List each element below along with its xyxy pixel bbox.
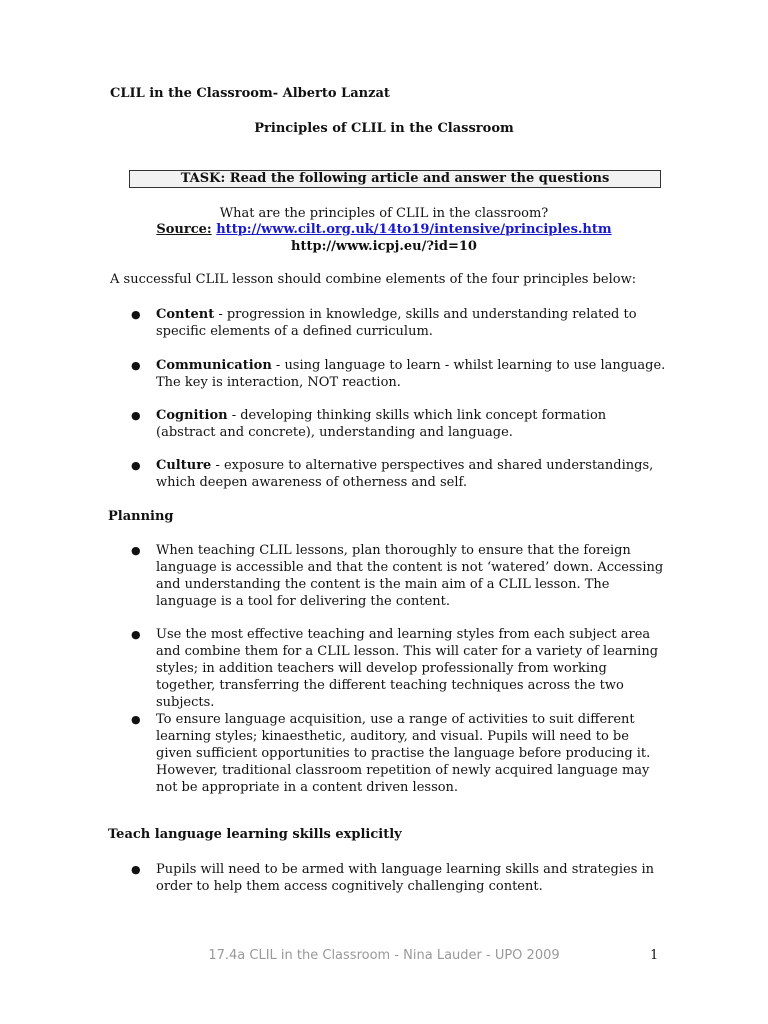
bullet-icon: ● (131, 409, 141, 422)
principle-text: - progression in knowledge, skills and understanding related to specific elements of a defined curriculum. (156, 307, 637, 339)
source-label: Source: (156, 222, 212, 237)
source-url-2: http://www.icpj.eu/?id=10 (291, 239, 477, 254)
bullet-icon: ● (131, 359, 141, 372)
list-item-skills-1 (131, 861, 666, 895)
list-item-content (131, 306, 666, 340)
list-item-planning-2 (131, 626, 666, 711)
principle-term: Culture (156, 458, 212, 473)
principle-term: Cognition (156, 408, 228, 423)
skills-heading: Teach language learning skills explicitly (108, 827, 402, 842)
list-item-cognition (131, 407, 666, 441)
document-title: CLIL in the Classroom- Alberto Lanzat (110, 86, 390, 101)
planning-text: To ensure language acquisition, use a range of activities to suit different learning styles; kinaesthetic, auditory, and visual. Pupils will need to be given sufficient opportunities to practise the language before producing it. However, traditional classroom repetition of newly acquired language may not be appropriate in a content driven lesson. (156, 712, 651, 795)
list-item-planning-3 (131, 711, 666, 796)
bullet-icon: ● (131, 628, 141, 641)
bullet-icon: ● (131, 308, 141, 321)
principle-text: - developing thinking skills which link concept formation (abstract and concrete), understanding and language. (156, 408, 607, 440)
page-number: 1 (650, 948, 659, 963)
list-item-communication (131, 357, 666, 391)
principle-text: - exposure to alternative perspectives and shared understandings, which deepen awareness of otherness and self. (156, 458, 654, 490)
task-question: What are the principles of CLIL in the classroom? (219, 206, 549, 221)
bullet-icon: ● (131, 863, 141, 876)
source-line (0, 222, 768, 237)
principle-text: - using language to learn - whilst learning to use language. The key is interaction, NOT reaction. (156, 358, 666, 390)
task-box: TASK: Read the following article and answer the questions (129, 170, 661, 188)
planning-heading: Planning (108, 509, 174, 524)
bullet-icon: ● (131, 459, 141, 472)
page-footer: 17.4a CLIL in the Classroom - Nina Lauder - UPO 2009 (208, 948, 560, 963)
source-link[interactable]: http://www.cilt.org.uk/14to19/intensive/principles.htm (216, 222, 612, 237)
principle-term: Communication (156, 358, 272, 373)
list-item-planning-1 (131, 542, 666, 610)
bullet-icon: ● (131, 544, 141, 557)
skills-text: Pupils will need to be armed with language learning skills and strategies in order to help them access cognitively challenging content. (156, 862, 655, 894)
bullet-icon: ● (131, 713, 141, 726)
principle-term: Content (156, 307, 215, 322)
planning-text: Use the most effective teaching and learning styles from each subject area and combine them for a CLIL lesson. This will cater for a variety of learning styles; in addition teachers will develop professionally from working together, transferring the different teaching techniques across the two subjects. (156, 627, 659, 710)
list-item-culture (131, 457, 666, 491)
intro-text: A successful CLIL lesson should combine elements of the four principles below: (110, 272, 637, 287)
document-subtitle: Principles of CLIL in the Classroom (254, 121, 514, 136)
planning-text: When teaching CLIL lessons, plan thoroughly to ensure that the foreign language is accessible and that the content is not ‘watered’ down. Accessing and understanding the content is the main aim of a CLIL lesson. The language is a tool for delivering the content. (156, 543, 664, 609)
